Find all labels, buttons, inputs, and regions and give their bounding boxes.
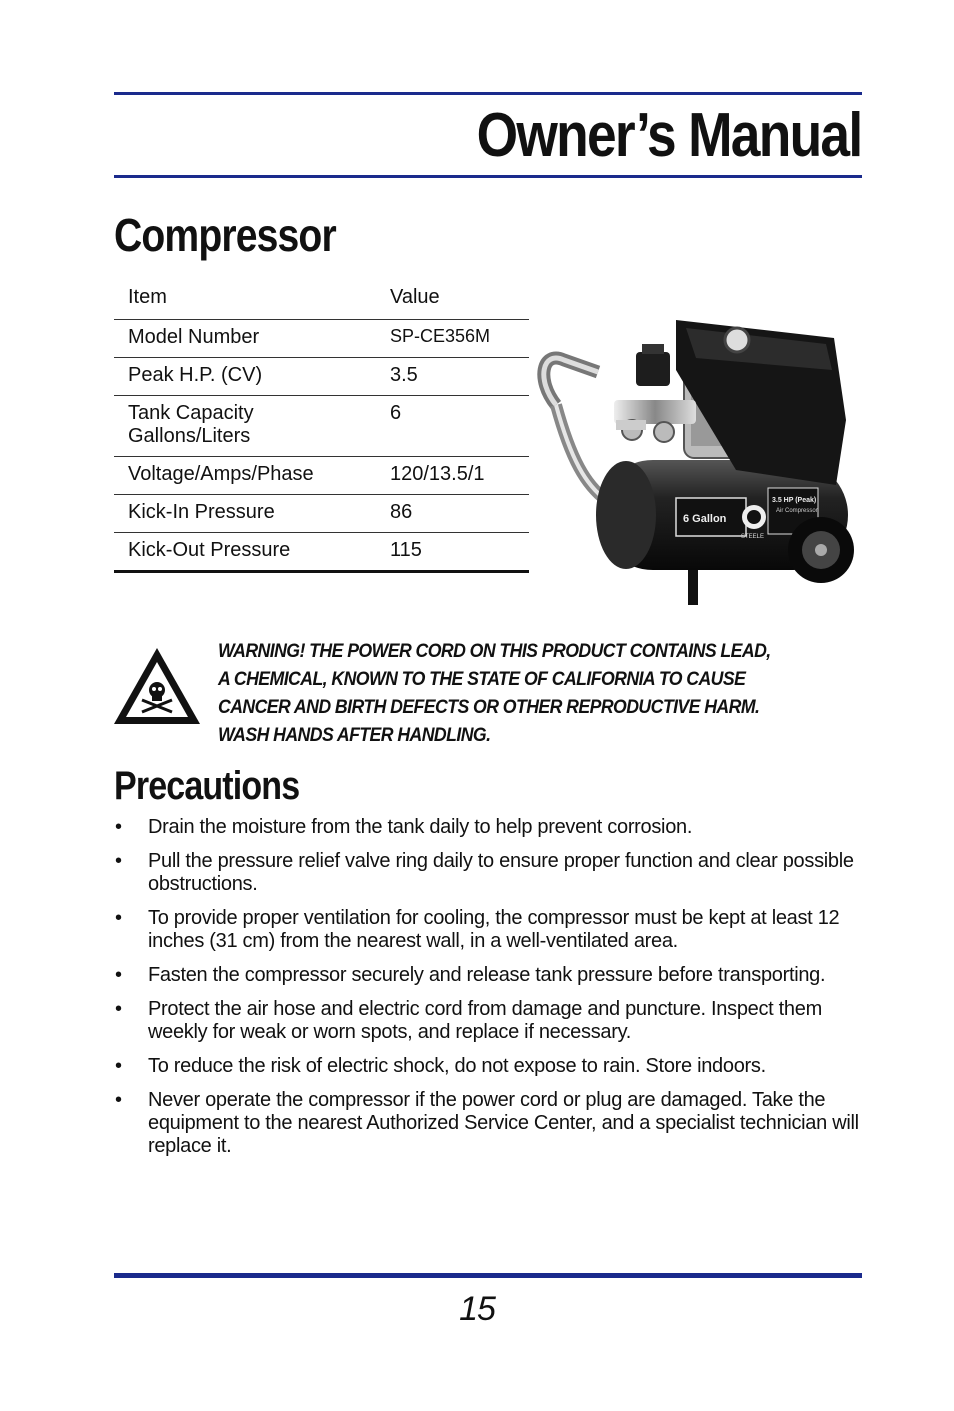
row-label-line: Gallons/Liters (128, 425, 251, 447)
table-row (114, 457, 529, 495)
row-value: 86 (376, 495, 529, 533)
bullet: • (115, 907, 122, 929)
warning-line: WARNING! THE POWER CORD ON THIS PRODUCT CONTAINS LEAD, (218, 641, 771, 662)
bullet: • (115, 998, 122, 1020)
compressor-heading: Compressor (114, 209, 336, 261)
spec-table (114, 280, 529, 573)
row-value: SP-CE356M (376, 320, 529, 358)
list-item-text: Fasten the compressor securely and release tank pressure before transporting. (148, 964, 826, 986)
list-item (114, 816, 874, 839)
bullet: • (115, 1089, 122, 1111)
row-label-line: Tank Capacity (128, 402, 254, 424)
list-item (114, 1089, 874, 1158)
row-value: 120/13.5/1 (376, 457, 529, 495)
header-rule-top (114, 92, 862, 95)
pressure-switch-icon (636, 352, 670, 386)
list-item-text: To provide proper ventilation for cooling, the compressor must be kept at least 12 inches (31 cm) from the nearest wall, in a well-ventilated area. (148, 907, 840, 952)
precautions-list (114, 816, 874, 1169)
list-item-text: Never operate the compressor if the power cord or plug are damaged. Take the equipment to the nearest Authorized Service Center, and a specialist technician will replace it. (148, 1089, 859, 1157)
row-label-multiline (114, 396, 376, 457)
bullet: • (115, 850, 122, 872)
table-row (114, 533, 529, 572)
header-rule-bottom (114, 175, 862, 178)
table-row (114, 320, 529, 358)
table-row (114, 396, 529, 457)
list-item-text: To reduce the risk of electric shock, do not expose to rain. Store indoors. (148, 1055, 766, 1077)
row-label: Voltage/Amps/Phase (114, 457, 376, 495)
gauge-icon (725, 328, 749, 352)
table-row (114, 358, 529, 396)
svg-text:Air Compressor: Air Compressor (776, 508, 818, 514)
svg-text:STEELE: STEELE (741, 534, 765, 540)
warning-line: A CHEMICAL, KNOWN TO THE STATE OF CALIFORNIA TO CAUSE (218, 669, 746, 690)
list-item-text: Drain the moisture from the tank daily to help prevent corrosion. (148, 816, 693, 838)
lead-warning (218, 638, 850, 750)
bullet: • (115, 816, 122, 838)
row-label: Peak H.P. (CV) (114, 358, 376, 396)
row-value: 3.5 (376, 358, 529, 396)
compressor-photo (536, 310, 860, 610)
list-item (114, 998, 874, 1044)
list-item-text: Protect the air hose and electric cord from damage and puncture. Inspect them weekly for weak or worn spots, and replace if necessary. (148, 998, 822, 1043)
row-label: Kick-Out Pressure (114, 533, 376, 572)
bullet: • (115, 1055, 122, 1077)
column-header-value: Value (390, 286, 440, 308)
footer-rule (114, 1273, 862, 1278)
spec-table-header (114, 280, 529, 320)
row-label: Kick-In Pressure (114, 495, 376, 533)
list-item (114, 907, 874, 953)
precautions-heading: Precautions (114, 764, 300, 808)
list-item (114, 964, 874, 987)
row-value: 6 (376, 396, 529, 457)
svg-text:3.5 HP (Peak): 3.5 HP (Peak) (772, 497, 817, 504)
list-item (114, 1055, 874, 1078)
row-value: 115 (376, 533, 529, 572)
row-label: Model Number (114, 320, 376, 358)
page-number: 15 (459, 1290, 495, 1328)
list-item (114, 850, 874, 896)
bullet: • (115, 964, 122, 986)
warning-line: CANCER AND BIRTH DEFECTS OR OTHER REPRODUCTIVE HARM. (218, 697, 760, 718)
svg-text:6 Gallon: 6 Gallon (683, 513, 727, 525)
manual-title: Owner’s Manual (476, 101, 861, 170)
table-row (114, 495, 529, 533)
warning-triangle-icon (112, 646, 202, 726)
list-item-text: Pull the pressure relief valve ring daily to ensure proper function and clear possible obstructions. (148, 850, 854, 895)
warning-line: WASH HANDS AFTER HANDLING. (218, 725, 491, 746)
column-header-item: Item (128, 286, 167, 308)
